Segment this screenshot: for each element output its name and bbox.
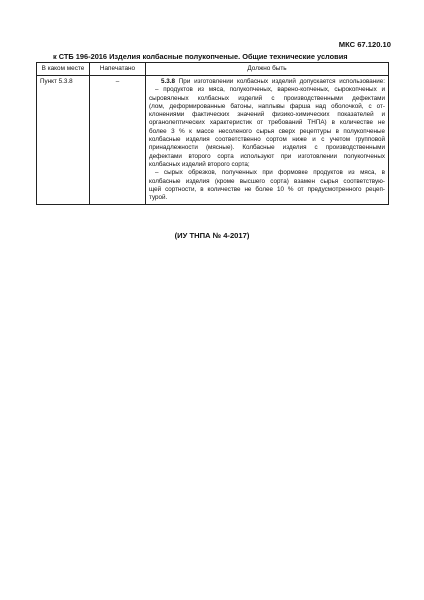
footer-note: (ИУ ТНПА № 4-2017) — [174, 231, 250, 240]
column-header-where: В каком месте — [37, 63, 90, 76]
clause-line: колбасных изделий второго сорта; — [149, 160, 250, 168]
clause-number: 5.3.8 — [161, 78, 176, 85]
document-title: к СТБ 196-2016 Изделия колбасные полукопченые. Общие технические условия — [53, 52, 348, 61]
mks-code: МКС 67.120.10 — [338, 40, 391, 49]
clause-line: колбасные изделия соответственно сортом ниже и с учетом групповой — [149, 136, 385, 144]
clause-line: более 3 % к массе несоленого сырья сверх рецептуры в полукопченые — [149, 127, 385, 135]
clause-line: клонениями фактических значений физико-химических показателей и — [149, 111, 385, 119]
clause-line: – сырых обрезков, полученных при формовке продуктов из мяса, в — [155, 169, 385, 177]
table-header-row — [37, 63, 389, 76]
clause-line: (лом, деформированные батоны, наплывы фарша над оболочкой, с от- — [149, 102, 385, 110]
clause-line: колбасные изделия (кроме высшего сорта) взамен сырья соответствую- — [149, 177, 385, 185]
clause-line: – продуктов из мяса, полукопченых, варено-копченых, сырокопченых и — [155, 86, 385, 94]
clause-line: щей сортности, в количестве не более 10 % от предусмотренного рецеп- — [149, 185, 385, 193]
clause-line: дефектами второго сорта используют при изготовлении полукопченых — [149, 152, 385, 160]
cell-where: Пункт 5.3.8 — [37, 76, 90, 205]
clause-line: турой. — [149, 194, 168, 202]
clause-line: принадлежности (мясные). Колбасные изделия с производственными — [149, 144, 385, 152]
table-row — [37, 76, 389, 205]
column-header-should-be: Должно быть — [146, 63, 389, 76]
column-header-printed: Напечатано — [90, 63, 146, 76]
cell-should-be — [146, 76, 389, 205]
amendment-table — [36, 62, 389, 205]
clause-line: органолептических характеристик от требований ТНПА) в количестве не — [149, 119, 385, 127]
clause-line: сыровяленых колбасных изделий с производственными дефектами — [149, 94, 385, 102]
cell-printed: – — [90, 76, 146, 205]
clause-intro: При изготовлении колбасных изделий допускается использование: — [175, 78, 385, 85]
clause-first-line — [149, 78, 385, 86]
